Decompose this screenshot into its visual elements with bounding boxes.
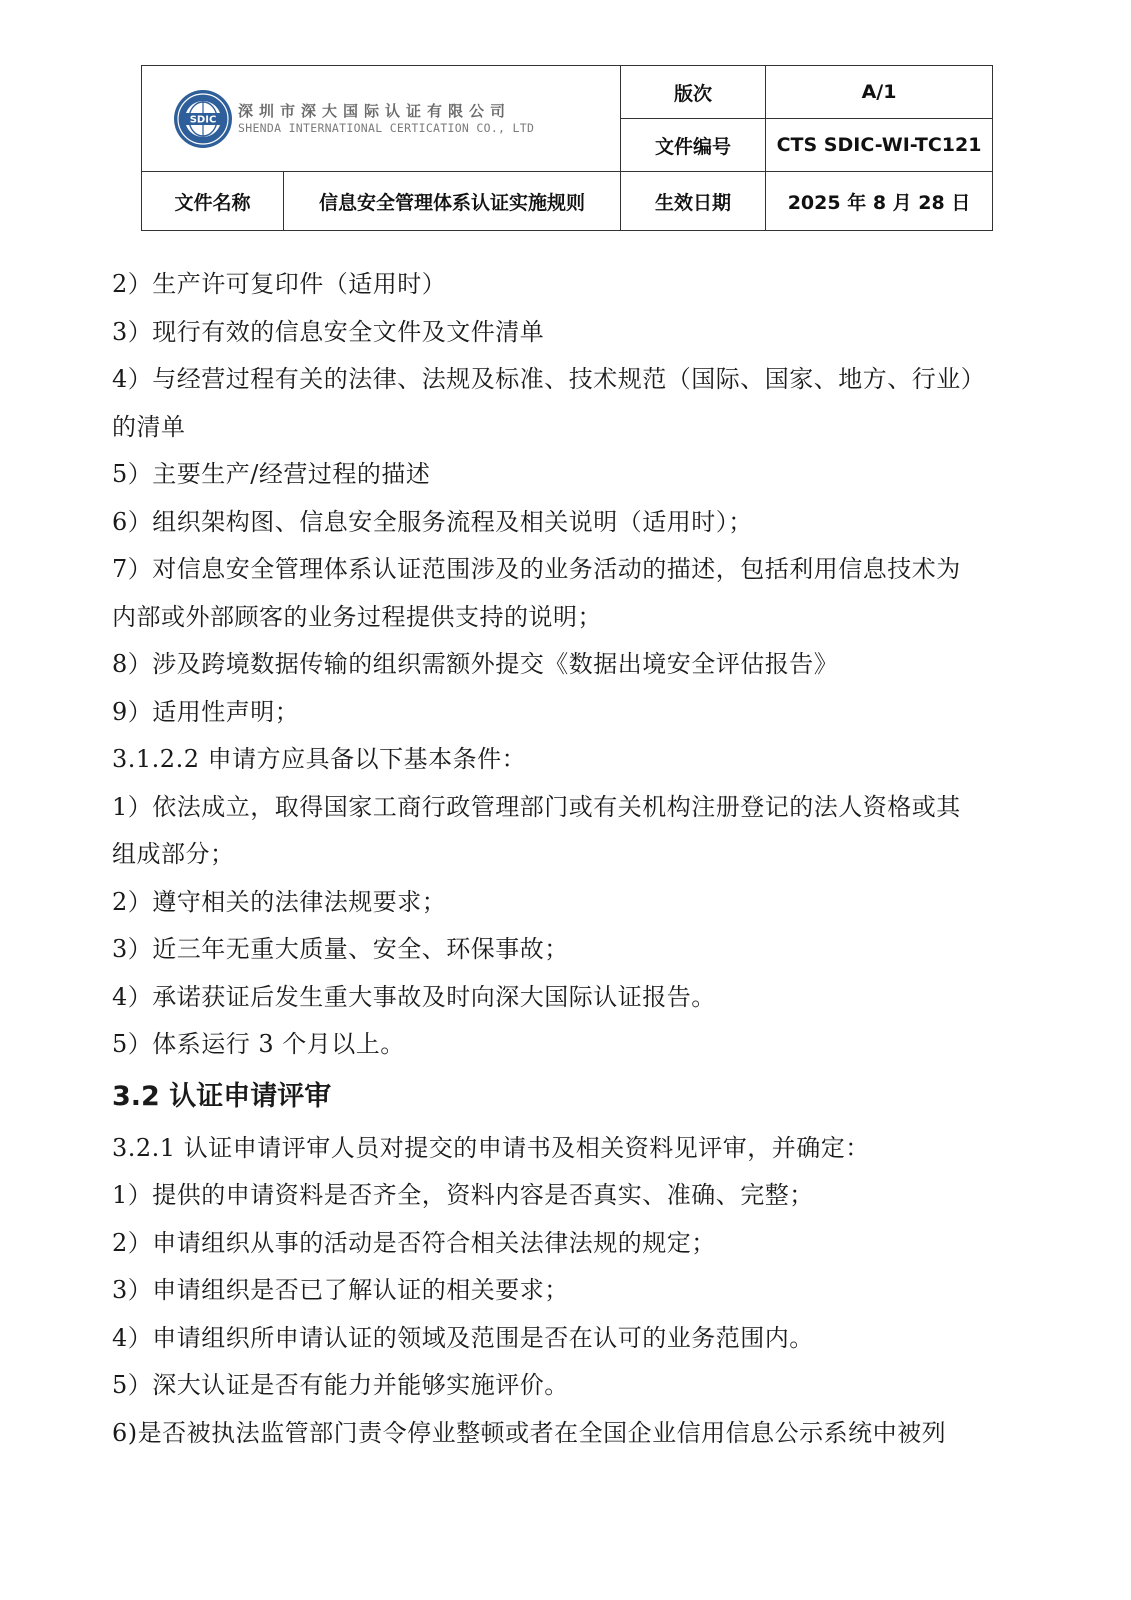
paragraph-line: 4）与经营过程有关的法律、法规及标准、技术规范（国际、国家、地方、行业） <box>112 365 986 393</box>
paragraph-line: 5）主要生产/经营过程的描述 <box>112 460 431 488</box>
paragraph-line: 6)是否被执法监管部门责令停业整顿或者在全国企业信用信息公示系统中被列 <box>112 1418 947 1447</box>
paragraph-line: 2）申请组织从事的活动是否符合相关法律法规的规定； <box>112 1228 716 1257</box>
paragraph-line: 4）申请组织所申请认证的领域及范围是否在认可的业务范围内。 <box>112 1323 814 1352</box>
version-label: 版次 <box>621 66 766 119</box>
paragraph-line: 2）生产许可复印件（适用时） <box>112 270 447 298</box>
paragraph-line: 内部或外部顾客的业务过程提供支持的说明； <box>112 602 602 631</box>
paragraph-line: 3）现行有效的信息安全文件及文件清单 <box>112 317 545 346</box>
paragraph-line: 3.2.1 认证申请评审人员对提交的申请书及相关资料见评审，并确定： <box>112 1133 870 1162</box>
section-heading: 3.2 认证申请评审 <box>112 1080 332 1112</box>
docname-value: 信息安全管理体系认证实施规则 <box>284 172 621 231</box>
docno-label: 文件编号 <box>621 119 766 172</box>
paragraph-line: 5）体系运行 3 个月以上。 <box>112 1030 405 1058</box>
document-body <box>112 261 1032 1457</box>
company-name-en: SHENDA INTERNATIONAL CERTICATION CO., LTD <box>238 120 535 135</box>
paragraph-line: 6）组织架构图、信息安全服务流程及相关说明（适用时）； <box>112 507 753 536</box>
docname-label: 文件名称 <box>142 172 284 231</box>
paragraph-line: 5）深大认证是否有能力并能够实施评价。 <box>112 1371 569 1399</box>
effdate-value: 2025 年 8 月 28 日 <box>766 172 993 231</box>
docno-value: CTS SDIC-WI-TC121 <box>766 119 993 172</box>
company-name-cn: 深圳市深大国际认证有限公司 <box>238 101 512 120</box>
logo-text: SDIC <box>189 114 217 125</box>
effdate-label: 生效日期 <box>621 172 766 231</box>
paragraph-line: 4）承诺获证后发生重大事故及时向深大国际认证报告。 <box>112 982 716 1011</box>
company-logo-cell <box>142 66 621 172</box>
paragraph-line: 9）适用性声明； <box>112 697 300 726</box>
paragraph-line: 1）提供的申请资料是否齐全，资料内容是否真实、准确、完整； <box>112 1181 814 1209</box>
paragraph-line: 8）涉及跨境数据传输的组织需额外提交《数据出境安全评估报告》 <box>112 650 839 678</box>
paragraph-line: 组成部分； <box>112 840 235 868</box>
paragraph-line: 的清单 <box>112 412 186 441</box>
document-header-table <box>141 65 993 231</box>
sdic-logo-icon <box>172 88 234 150</box>
paragraph-line: 3.1.2.2 申请方应具备以下基本条件： <box>112 745 527 773</box>
version-value: A/1 <box>766 66 993 119</box>
paragraph-line: 1）依法成立，取得国家工商行政管理部门或有关机构注册登记的法人资格或其 <box>112 792 961 821</box>
paragraph-line: 2）遵守相关的法律法规要求； <box>112 887 447 916</box>
paragraph-line: 7）对信息安全管理体系认证范围涉及的业务活动的描述，包括利用信息技术为 <box>112 555 961 583</box>
paragraph-line: 3）申请组织是否已了解认证的相关要求； <box>112 1276 569 1304</box>
paragraph-line: 3）近三年无重大质量、安全、环保事故； <box>112 935 569 963</box>
